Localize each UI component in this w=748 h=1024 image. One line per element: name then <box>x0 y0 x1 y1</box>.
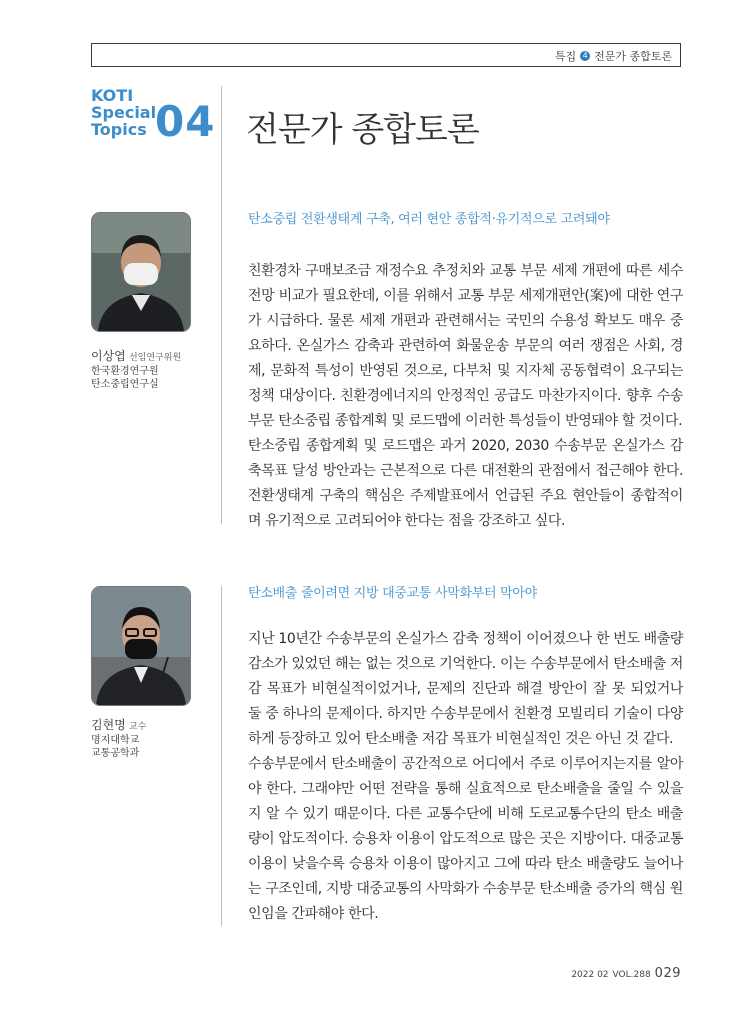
running-header-topic: 전문가 종합토론 <box>594 50 672 63</box>
vertical-divider <box>221 86 222 524</box>
brand-text <box>91 88 156 138</box>
vertical-divider <box>221 586 222 926</box>
section-heading: 탄소배출 줄이려면 지방 대중교통 사막화부터 막아야 <box>248 586 537 601</box>
speaker-role: 선임연구위원 <box>128 353 182 363</box>
body-paragraph: 탄소중립 종합계획 및 로드맵은 과거 2020, 2030 수송부문 온실가스 감축목표 달성 방안과는 근본적으로 다른 대전환의 관점에서 접근해야 한다. 전환생태계 구축의 핵심은 주제발표에서 언급된 주요 현안들이 종합적이며 유기적으로 고려되어야 한다는 점을 강조하고 싶다. <box>248 438 683 529</box>
section-label: 특집 <box>554 50 577 63</box>
section-body <box>248 259 683 534</box>
speaker-name: 이상엽 <box>91 349 126 363</box>
speaker-photo <box>91 212 191 332</box>
speaker-photo <box>91 586 191 706</box>
page-footer <box>571 966 681 981</box>
koti-brand <box>91 86 216 146</box>
section-body <box>248 627 683 927</box>
volume-number: VOL.288 <box>612 970 651 980</box>
running-header-label <box>555 48 672 64</box>
speaker-department: 교통공학과 <box>91 748 140 759</box>
speaker-organization: 한국환경연구원 <box>91 365 159 377</box>
section-number-badge: 4 <box>580 51 590 61</box>
issue-date: 2022 02 <box>571 970 609 980</box>
body-paragraph: 지난 10년간 수송부문의 온실가스 감축 정책이 이어졌으나 한 번도 배출량 감소가 있었던 해는 없는 것으로 기억한다. 이는 수송부문에서 탄소배출 저감 목표가 비현실적이었거나, 문제의 진단과 해결 방안이 잘 못 되었거나 둘 중 하나의 문제이다. 하지만 수송부문에서 친환경 모빌리티 기술이 다양하게 등장하고 있어 탄소배출 저감 목표가 비현실적인 것은 아닌 것 같다. <box>248 631 683 747</box>
speaker-role: 교수 <box>128 722 147 732</box>
brand-line-special: Special <box>91 102 157 122</box>
speaker-caption <box>91 717 146 761</box>
speaker-caption <box>91 348 181 392</box>
body-paragraph: 수송부문에서 탄소배출이 공간적으로 어디에서 주로 이루어지는지를 알아야 한다. 그래야만 어떤 전략을 통해 실효적으로 탄소배출을 줄일 수 있을지 알 수 있기 때문이다. 다른 교통수단에 비해 도로교통수단의 탄소 배출량이 압도적이다. 승용차 이용이 압도적으로 많은 곳은 지방이다. 대중교통 이용이 낮을수록 승용차 이용이 많아지고 그에 따라 탄소 배출량도 늘어나는 구조인데, 지방 대중교통의 사막화가 수송부문 탄소배출 증가의 핵심 원인임을 간파해야 한다. <box>248 756 683 922</box>
body-paragraph: 친환경차 구매보조금 재정수요 추정치와 교통 부문 세제 개편에 따른 세수 전망 비교가 필요한데, 이를 위해서 교통 부문 세제개편안(案)에 대한 연구가 시급하다. 물론 세제 개편과 관련해서는 국민의 수용성 확보도 매우 중요하다. 온실가스 감축과 관련하여 화물운송 부문의 여러 쟁점은 사회, 경제, 문화적 특성이 반영된 것으로, 다부처 및 지자체 공동협력이 요구되는 정책 대상이다. 친환경에너지의 안정적인 공급도 마찬가지이다. 향후 수송부문 탄소중립 종합계획 및 로드맵에 이러한 특성들이 반영돼야 할 것이다. <box>248 263 683 429</box>
speaker-department: 탄소중립연구실 <box>91 379 159 390</box>
section-heading: 탄소중립 전환생태계 구축, 여러 현안 종합적·유기적으로 고려돼야 <box>248 212 610 227</box>
page-title: 전문가 종합토론 <box>246 110 479 150</box>
topic-number: 04 <box>155 97 216 146</box>
speaker-name: 김현명 <box>91 718 126 732</box>
brand-line-topics: Topics <box>91 119 147 139</box>
page-number: 029 <box>654 966 681 981</box>
speaker-organization: 명지대학교 <box>91 734 140 746</box>
running-header <box>91 43 681 67</box>
brand-line-koti: KOTI <box>91 86 134 105</box>
